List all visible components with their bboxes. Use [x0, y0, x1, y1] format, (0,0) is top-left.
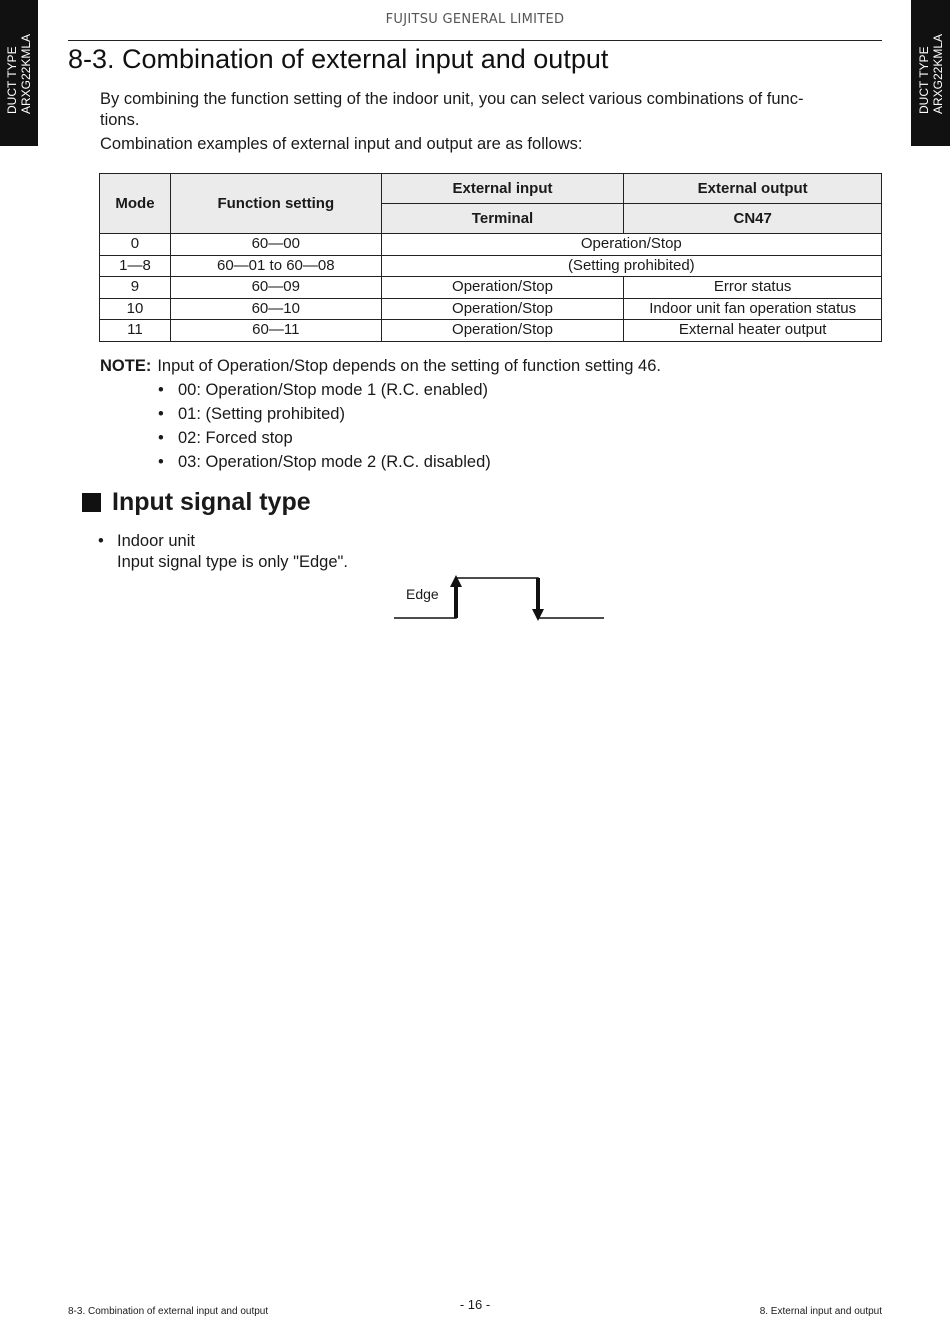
page-title: 8-3. Combination of external input and output [68, 44, 609, 74]
intro-paragraph-1: By combining the function setting of the indoor unit, you can select various combinations of func- tions. [100, 90, 804, 129]
side-tab-label: DUCT TYPE ARXG22KMLA [5, 33, 33, 114]
cell-function: 60—09 [170, 277, 381, 299]
cell-merged: (Setting prohibited) [381, 255, 881, 277]
list-item: • 00: Operation/Stop mode 1 (R.C. enabled) [158, 378, 661, 402]
list-item: • 03: Operation/Stop mode 2 (R.C. disabled) [158, 450, 661, 474]
list-item [98, 531, 348, 573]
edge-signal-diagram [390, 572, 610, 628]
indoor-unit-label: Indoor unit [117, 532, 195, 550]
bullet-icon: • [158, 381, 164, 399]
brand-header: FUJITSU GENERAL LIMITED [385, 12, 565, 27]
cell-function: 60—11 [170, 320, 381, 342]
cell-mode: 0 [100, 234, 171, 256]
cell-function: 60—00 [170, 234, 381, 256]
note-label: NOTE: [100, 357, 152, 375]
header-mode: Mode [100, 174, 171, 234]
cell-input: Operation/Stop [381, 298, 624, 320]
note-block [100, 354, 661, 474]
header-external-input: External input [381, 174, 624, 204]
cell-function: 60—01 to 60—08 [170, 255, 381, 277]
header-cn47: CN47 [624, 204, 882, 234]
cell-mode: 11 [100, 320, 171, 342]
signal-type-detail: Input signal type is only "Edge". [117, 553, 348, 571]
cell-input: Operation/Stop [381, 320, 624, 342]
footer-section-label: 8-3. Combination of external input and output [68, 1306, 269, 1317]
table-row [100, 234, 882, 256]
note-list [100, 378, 661, 474]
footer-chapter-label: 8. External input and output [759, 1306, 882, 1317]
table-row [100, 277, 882, 299]
cell-output: Indoor unit fan operation status [624, 298, 882, 320]
input-signal-block [98, 531, 348, 573]
note-text: Input of Operation/Stop depends on the setting of function setting 46. [157, 357, 661, 375]
cell-mode: 9 [100, 277, 171, 299]
cell-merged: Operation/Stop [381, 234, 881, 256]
cell-input: Operation/Stop [381, 277, 624, 299]
table-row [100, 320, 882, 342]
bullet-icon: • [158, 453, 164, 471]
page-number: - 16 - [459, 1297, 491, 1312]
input-signal-heading: Input signal type [82, 488, 311, 517]
side-tab-label: DUCT TYPE ARXG22KMLA [916, 33, 945, 114]
cell-function: 60—10 [170, 298, 381, 320]
edge-label: Edge [406, 586, 439, 602]
bullet-icon: • [158, 405, 164, 423]
combination-table [99, 173, 882, 342]
list-item: • 01: (Setting prohibited) [158, 402, 661, 426]
header-external-output: External output [624, 174, 882, 204]
header-function-setting: Function setting [170, 174, 381, 234]
header-terminal: Terminal [381, 204, 624, 234]
cell-mode: 1—8 [100, 255, 171, 277]
list-item: • 02: Forced stop [158, 426, 661, 450]
header-rule [68, 40, 882, 41]
intro-paragraph-2: Combination examples of external input and output are as follows: [100, 135, 583, 153]
intro-text [100, 89, 860, 155]
bullet-icon: • [98, 532, 104, 550]
cell-mode: 10 [100, 298, 171, 320]
table-row [100, 255, 882, 277]
rising-edge-arrowhead [450, 575, 462, 587]
cell-output: Error status [624, 277, 882, 299]
cell-output: External heater output [624, 320, 882, 342]
square-bullet-icon [82, 493, 101, 512]
note-line [100, 354, 661, 378]
falling-edge-arrowhead [532, 609, 544, 621]
table-row [100, 298, 882, 320]
bullet-icon: • [158, 429, 164, 447]
